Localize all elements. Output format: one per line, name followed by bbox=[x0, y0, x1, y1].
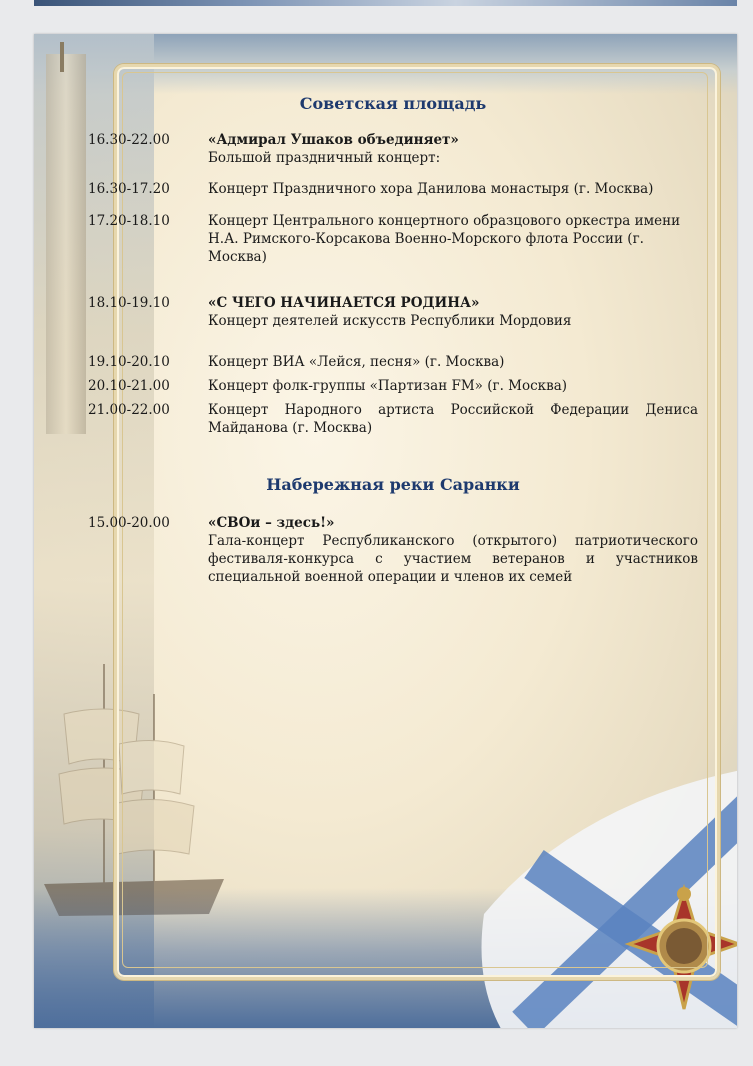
event-text: Концерт Народного артиста Российской Федерации Дениса Майданова (г. Москва) bbox=[208, 402, 698, 436]
event-description bbox=[208, 401, 698, 437]
program-content bbox=[88, 94, 698, 586]
event-title: «Адмирал Ушаков объединяет» bbox=[208, 132, 459, 148]
event-description bbox=[208, 212, 698, 266]
section-title-sovetskaya: Советская площадь bbox=[299, 94, 487, 113]
section-title-naberezhnaya: Набережная реки Саранки bbox=[266, 475, 520, 494]
event-description bbox=[208, 131, 698, 167]
schedule-row bbox=[88, 353, 698, 371]
event-description bbox=[208, 180, 698, 198]
event-time: 16.30-17.20 bbox=[88, 181, 170, 197]
event-text: Концерт ВИА «Лейся, песня» (г. Москва) bbox=[208, 354, 505, 370]
event-title: «С ЧЕГО НАЧИНАЕТСЯ РОДИНА» bbox=[208, 295, 480, 311]
event-text: Концерт фолк-группы «Партизан FM» (г. Москва) bbox=[208, 378, 568, 394]
event-time: 17.20-18.10 bbox=[88, 213, 170, 229]
schedule-row bbox=[88, 377, 698, 395]
event-text: Концерт Праздничного хора Данилова монастыря (г. Москва) bbox=[208, 181, 654, 197]
event-time: 16.30-22.00 bbox=[88, 132, 170, 148]
schedule-row bbox=[88, 131, 698, 167]
event-time: 20.10-21.00 bbox=[88, 378, 170, 394]
tower-spire bbox=[60, 42, 64, 72]
event-description bbox=[208, 353, 698, 371]
schedule-row bbox=[88, 180, 698, 198]
event-description bbox=[208, 514, 698, 586]
tower-illustration bbox=[46, 54, 86, 434]
event-text: Концерт Центрального концертного образцового оркестра имени Н.А. Римского-Корсакова Военно-Морского флота России (г. Москва) bbox=[208, 213, 681, 265]
event-description bbox=[208, 377, 698, 395]
schedule-row bbox=[88, 401, 698, 437]
schedule-row bbox=[88, 514, 698, 586]
program-page bbox=[34, 34, 737, 1028]
schedule-row bbox=[88, 212, 698, 266]
event-time: 19.10-20.10 bbox=[88, 354, 170, 370]
event-time: 18.10-19.10 bbox=[88, 295, 170, 311]
event-text: Концерт деятелей искусств Республики Мордовия bbox=[208, 313, 572, 329]
schedule-row bbox=[88, 294, 698, 330]
previous-page-edge bbox=[34, 0, 737, 6]
event-title: «СВОи – здесь!» bbox=[208, 515, 335, 531]
event-time: 15.00-20.00 bbox=[88, 515, 170, 531]
event-text: Гала-концерт Республиканского (открытого) патриотического фестиваля-конкурса с участием ветеранов и участников специальной военной операции и членов их семей bbox=[208, 533, 698, 585]
event-time: 21.00-22.00 bbox=[88, 402, 170, 418]
event-text: Большой праздничный концерт: bbox=[208, 150, 441, 166]
event-description bbox=[208, 294, 698, 330]
